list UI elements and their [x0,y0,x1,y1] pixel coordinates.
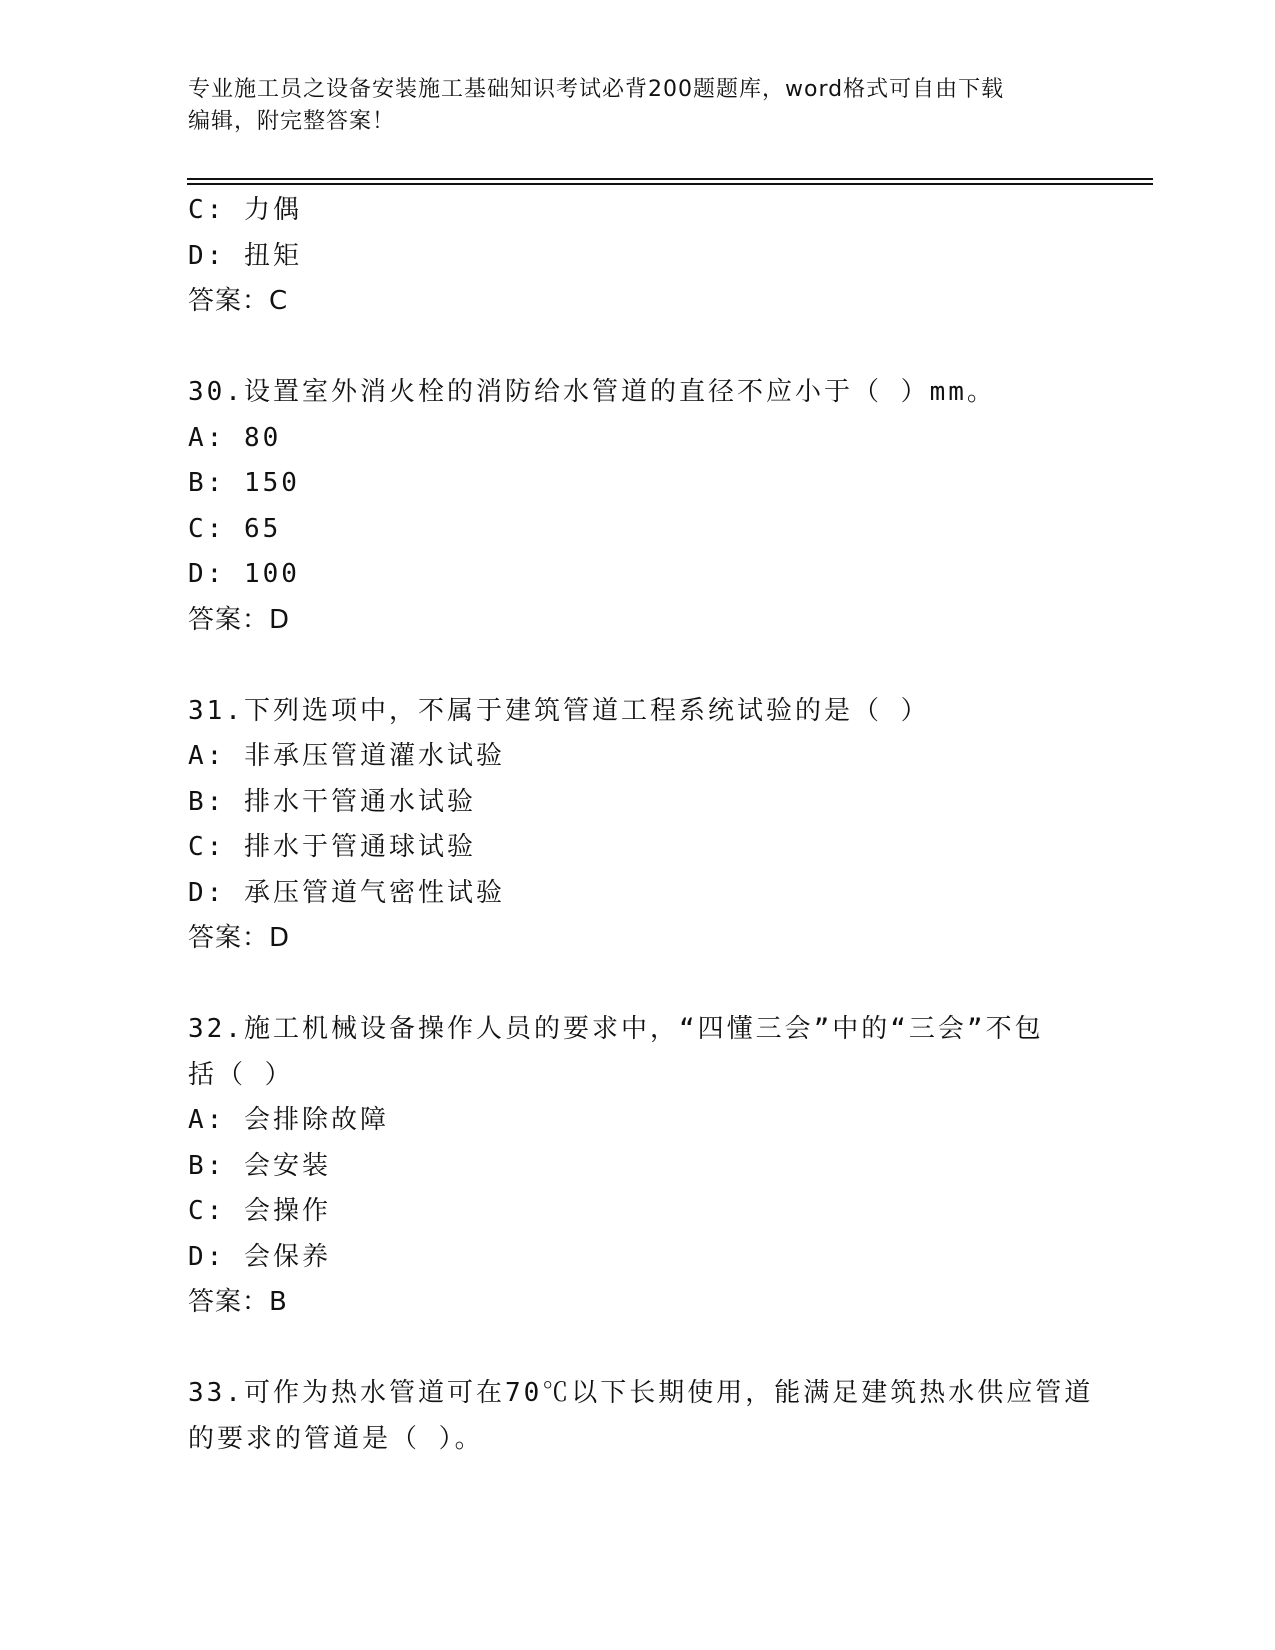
question-31 [188,689,1088,962]
option-a: A: 非承压管道灌水试验 [188,741,505,771]
option-c: C: 力偶 [188,195,302,225]
question-text-line-1: 32.施工机械设备操作人员的要求中，“四懂三会”中的“三会”不包 [188,1014,1044,1044]
answer: 答案：B [188,1287,288,1317]
option-d: D: 扭矩 [188,240,302,271]
option-b: B: 150 [188,468,300,498]
header-line-1: 专业施工员之设备安装施工基础知识考试必背200题题库，word格式可自由下载 [188,77,1005,102]
question-30 [188,370,1088,643]
option-a: A: 80 [188,422,282,453]
option-a: A: 会排除故障 [188,1105,389,1135]
option-c: C: 会操作 [188,1196,331,1226]
question-text: 30.设置室外消火栓的消防给水管道的直径不应小于（ ）mm。 [188,377,996,407]
question-list [188,188,1094,1462]
header-line-2: 编辑，附完整答案！ [188,109,396,134]
question-33 [188,1371,1094,1462]
header-divider-bottom [187,183,1153,185]
option-d: D: 承压管道气密性试验 [188,877,505,908]
question-text-line-1: 33.可作为热水管道可在70℃以下长期使用，能满足建筑热水供应管道 [188,1378,1094,1408]
option-b: B: 会安装 [188,1150,331,1181]
option-c: C: 65 [188,513,282,544]
option-c: C: 排水于管通球试验 [188,832,476,862]
question-text-line-2: 括（ ） [188,1059,294,1090]
header-divider-top [187,178,1153,180]
option-d: D: 会保养 [188,1241,331,1272]
option-d: D: 100 [188,559,300,589]
document-header [188,74,1088,138]
option-b: B: 排水干管通水试验 [188,786,476,817]
answer: 答案：D [188,923,291,953]
answer: 答案：D [188,604,291,635]
question-text: 31.下列选项中，不属于建筑管道工程系统试验的是（ ） [188,695,930,726]
question-32 [188,1007,1088,1326]
question-text-line-2: 的要求的管道是（ ）。 [188,1423,484,1454]
answer: 答案：C [188,286,289,316]
question-29-tail [188,188,1088,325]
